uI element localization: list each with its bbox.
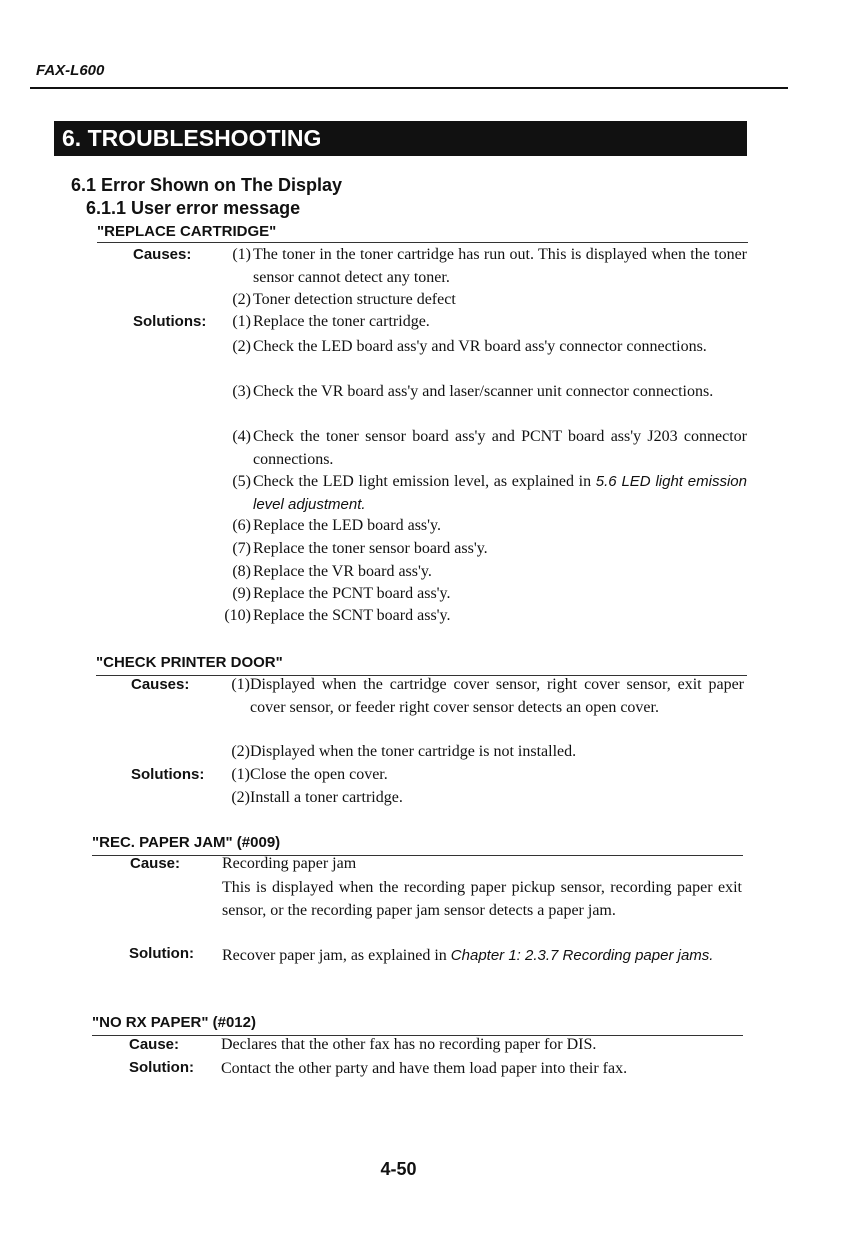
solutions-label: Solutions: bbox=[131, 766, 205, 783]
item-number: (2) bbox=[231, 743, 250, 760]
item-text: The toner in the toner cartridge has run out. This is displayed when the toner sensor cannot detect any toner. bbox=[253, 246, 747, 286]
solution-item bbox=[217, 583, 747, 606]
cross-reference-link[interactable]: Chapter 1: 2.3.7 Recording paper jams. bbox=[450, 947, 714, 964]
item-number: (3) bbox=[232, 383, 251, 400]
item-number: (2) bbox=[232, 291, 251, 308]
item-text-body: Check the LED light emission level, as explained in bbox=[253, 473, 596, 490]
item-text: Check the LED board ass'y and VR board ass'y connector connections. bbox=[253, 338, 707, 355]
item-number: (4) bbox=[232, 428, 251, 445]
item-text: Displayed when the cartridge cover sensor, right cover sensor, exit paper cover sensor, or feeder right cover sensor detects an open cover. bbox=[250, 676, 744, 716]
cause-text: This is displayed when the recording paper pickup sensor, recording paper exit sensor, or the recording paper jam sensor detects a paper jam. bbox=[222, 879, 742, 919]
item-text: Install a toner cartridge. bbox=[250, 789, 403, 806]
solutions-label: Solutions: bbox=[133, 313, 207, 330]
solution-item bbox=[217, 336, 747, 382]
item-number: (7) bbox=[232, 540, 251, 557]
item-number: (10) bbox=[224, 607, 251, 624]
item-text: Replace the SCNT board ass'y. bbox=[253, 607, 451, 624]
item-number: (1) bbox=[231, 766, 250, 783]
item-text: Replace the toner sensor board ass'y. bbox=[253, 540, 488, 557]
header-divider bbox=[30, 87, 788, 89]
error-title-rec-paper-jam: "REC. PAPER JAM" (#009) bbox=[92, 834, 281, 851]
item-text: Replace the LED board ass'y. bbox=[253, 517, 441, 534]
causes-label: Causes: bbox=[131, 676, 190, 693]
solution-item bbox=[216, 764, 746, 787]
cause-item bbox=[216, 674, 746, 742]
chapter-title: 6. TROUBLESHOOTING bbox=[54, 121, 747, 156]
cause-item bbox=[217, 289, 747, 312]
cause-label: Cause: bbox=[130, 855, 181, 872]
cause-text: Declares that the other fax has no recording paper for DIS. bbox=[221, 1036, 597, 1053]
solution-item bbox=[217, 561, 747, 584]
cross-reference-link[interactable]: 5.6 LED light emission level adjustment. bbox=[253, 473, 747, 513]
solution-text bbox=[222, 945, 742, 968]
item-text: Close the open cover. bbox=[250, 766, 388, 783]
item-number: (1) bbox=[232, 313, 251, 330]
item-text: Replace the toner cartridge. bbox=[253, 313, 430, 330]
solution-item bbox=[217, 515, 747, 538]
cause-item bbox=[216, 741, 746, 764]
subsection-title: 6.1.1 User error message bbox=[86, 198, 301, 218]
solution-item bbox=[217, 538, 747, 561]
item-number: (6) bbox=[232, 517, 251, 534]
cause-item bbox=[217, 244, 747, 290]
item-text: Displayed when the toner cartridge is not installed. bbox=[250, 743, 577, 760]
section-title: 6.1 Error Shown on The Display bbox=[71, 175, 343, 195]
solution-item bbox=[217, 426, 747, 472]
item-text: Replace the PCNT board ass'y. bbox=[253, 585, 451, 602]
solution-item bbox=[217, 311, 747, 334]
cause-label: Cause: bbox=[129, 1036, 180, 1053]
error-title-no-rx-paper: "NO RX PAPER" (#012) bbox=[92, 1014, 256, 1031]
item-text: Toner detection structure defect bbox=[253, 291, 456, 308]
item-number: (8) bbox=[232, 563, 251, 580]
item-text bbox=[253, 471, 747, 516]
cause-lead: Recording paper jam bbox=[222, 855, 357, 872]
solution-item bbox=[217, 605, 747, 628]
solution-text: Contact the other party and have them load paper into their fax. bbox=[221, 1060, 628, 1077]
causes-label: Causes: bbox=[133, 246, 192, 263]
item-number: (2) bbox=[231, 789, 250, 806]
item-number: (5) bbox=[232, 473, 251, 490]
page-number: 4-50 bbox=[380, 1159, 417, 1179]
error-underline bbox=[97, 242, 748, 243]
item-number: (1) bbox=[231, 676, 250, 693]
item-number: (1) bbox=[232, 246, 251, 263]
solution-item bbox=[216, 787, 746, 810]
error-title-check-printer-door: "CHECK PRINTER DOOR" bbox=[96, 654, 283, 671]
item-text: Replace the VR board ass'y. bbox=[253, 563, 432, 580]
header-model-name: FAX-L600 bbox=[36, 62, 105, 79]
solution-text-body: Recover paper jam, as explained in bbox=[222, 947, 451, 964]
item-number: (2) bbox=[232, 338, 251, 355]
solution-item bbox=[217, 381, 747, 427]
error-title-replace-cartridge: "REPLACE CARTRIDGE" bbox=[97, 223, 277, 240]
item-text: Check the toner sensor board ass'y and PCNT board ass'y J203 connector connections. bbox=[253, 428, 747, 468]
solution-label: Solution: bbox=[129, 1059, 194, 1076]
solution-label: Solution: bbox=[129, 945, 194, 962]
solution-item bbox=[217, 471, 747, 517]
item-number: (9) bbox=[232, 585, 251, 602]
item-text: Check the VR board ass'y and laser/scanner unit connector connections. bbox=[253, 383, 714, 400]
